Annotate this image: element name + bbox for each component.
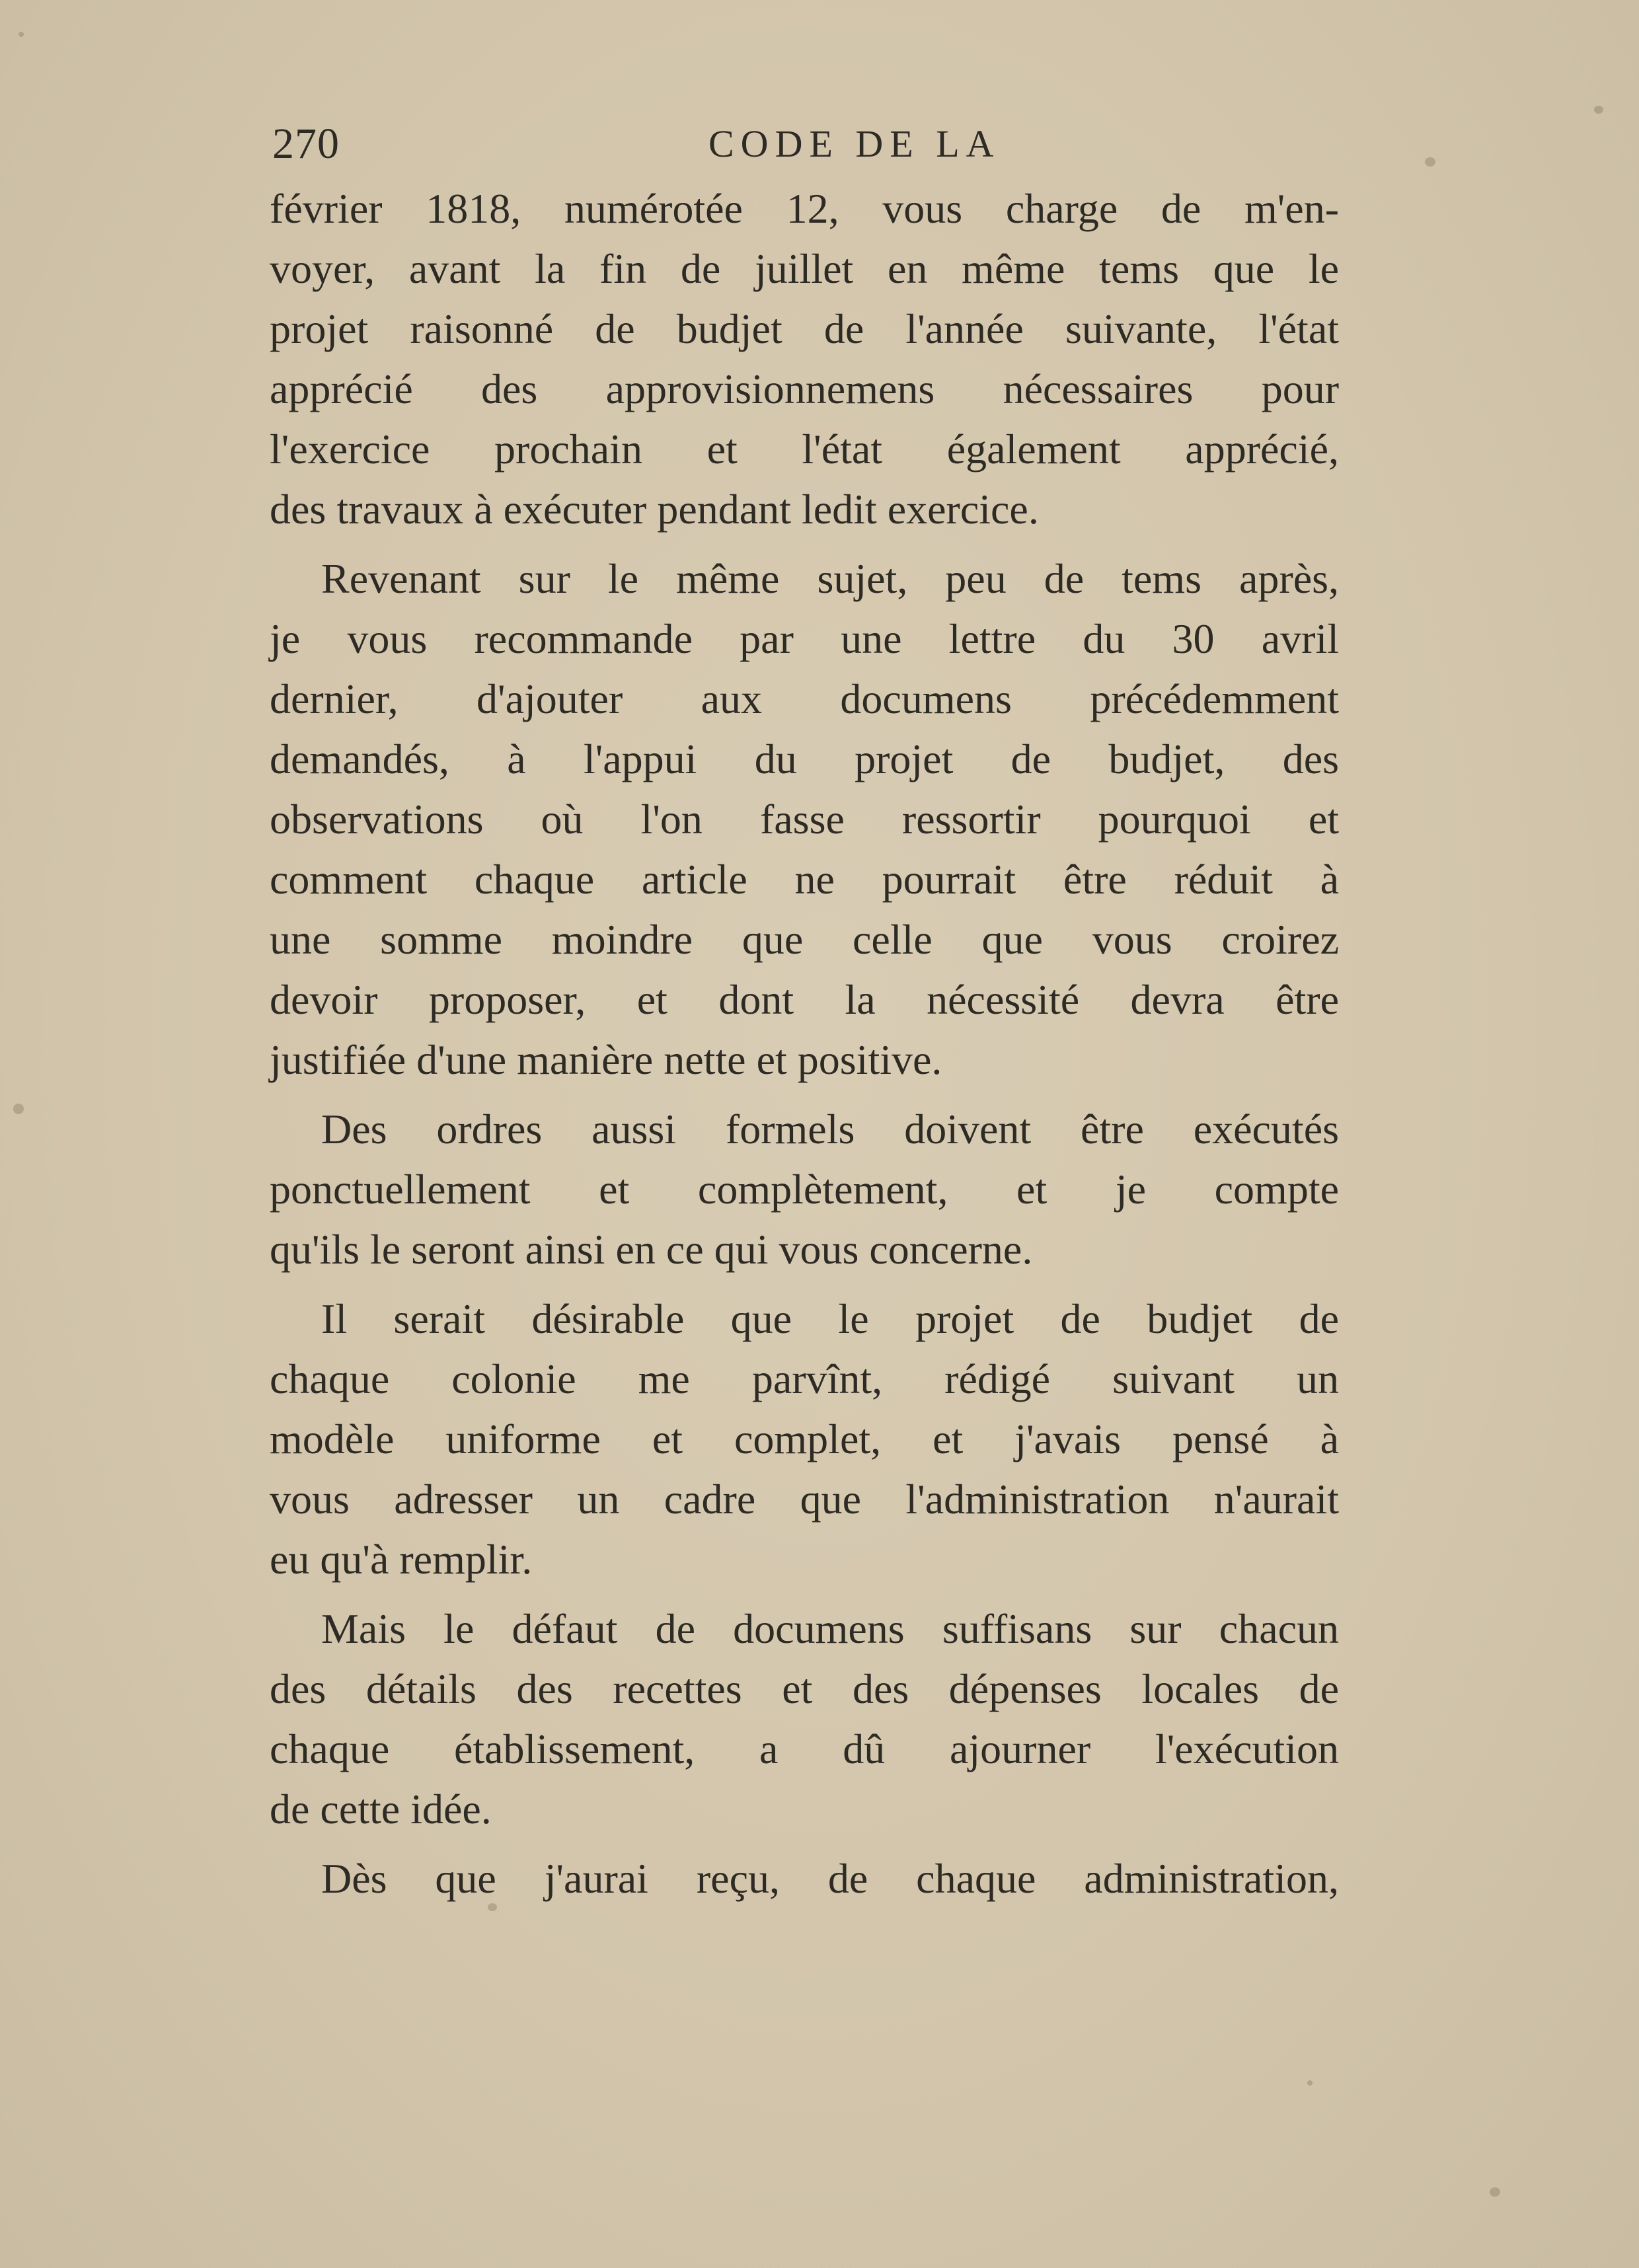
text-line: Revenant sur le même sujet, peu de tems après,: [321, 555, 1339, 602]
text-line: demandés, à l'appui du projet de budjet, des: [270, 736, 1339, 782]
page-header: [272, 118, 1343, 170]
paper-spot: [13, 1104, 24, 1114]
text-line: Dès que j'aurai reçu, de chaque administration,: [321, 1855, 1339, 1902]
text-line: des travaux à exécuter pendant ledit exercice.: [270, 486, 1039, 533]
text-line: Des ordres aussi formels doivent être exécutés: [321, 1106, 1339, 1153]
text-line: eu qu'à remplir.: [270, 1536, 533, 1583]
body-text: [270, 178, 1339, 1918]
text-line: chaque établissement, a dû ajourner l'exécution: [270, 1725, 1339, 1772]
text-line: l'exercice prochain et l'état également apprécié,: [270, 426, 1339, 472]
text-line: observations où l'on fasse ressortir pourquoi et: [270, 796, 1339, 843]
text-line: justifiée d'une manière nette et positive.: [270, 1036, 942, 1083]
paper-spot: [1594, 106, 1603, 114]
text-line: je vous recommande par une lettre du 30 avril: [270, 615, 1339, 662]
text-line: dernier, d'ajouter aux documens précédemment: [270, 675, 1339, 722]
text-line: février 1818, numérotée 12, vous charge de m'en-: [270, 185, 1339, 232]
text-line: une somme moindre que celle que vous croirez: [270, 916, 1339, 963]
text-line: modèle uniforme et complet, et j'avais pensé à: [270, 1416, 1339, 1462]
running-head: CODE DE LA: [708, 122, 1001, 165]
paper-spot: [1490, 2187, 1500, 2197]
text-line: voyer, avant la fin de juillet en même tems que le: [270, 245, 1339, 292]
text-line: des détails des recettes et des dépenses locales de: [270, 1665, 1339, 1712]
text-line: apprécié des approvisionnemens nécessaires pour: [270, 365, 1339, 412]
paper-spot: [1425, 157, 1435, 167]
paper-spot: [1307, 2080, 1313, 2086]
text-line: de cette idée.: [270, 1786, 492, 1833]
text-line: qu'ils le seront ainsi en ce qui vous concerne.: [270, 1226, 1033, 1273]
paragraph: [270, 178, 1339, 539]
text-line: Mais le défaut de documens suffisans sur chacun: [321, 1605, 1339, 1652]
text-line: vous adresser un cadre que l'administration n'aurait: [270, 1476, 1339, 1523]
text-line: devoir proposer, et dont la nécessité devra être: [270, 976, 1339, 1023]
paragraph: [270, 1848, 1339, 1909]
paragraph: [270, 1099, 1339, 1279]
paragraph: [270, 1599, 1339, 1839]
text-line: chaque colonie me parvînt, rédigé suivant un: [270, 1355, 1339, 1402]
paragraph: [270, 1289, 1339, 1589]
paragraph: [270, 548, 1339, 1090]
text-line: projet raisonné de budjet de l'année suivante, l'état: [270, 305, 1339, 352]
page-number: 270: [272, 120, 340, 168]
paper-spot: [19, 32, 24, 37]
text-line: comment chaque article ne pourrait être réduit à: [270, 856, 1339, 903]
text-line: ponctuellement et complètement, et je compte: [270, 1166, 1339, 1213]
text-line: Il serait désirable que le projet de budjet de: [321, 1295, 1339, 1342]
paper-spot: [488, 1903, 497, 1911]
